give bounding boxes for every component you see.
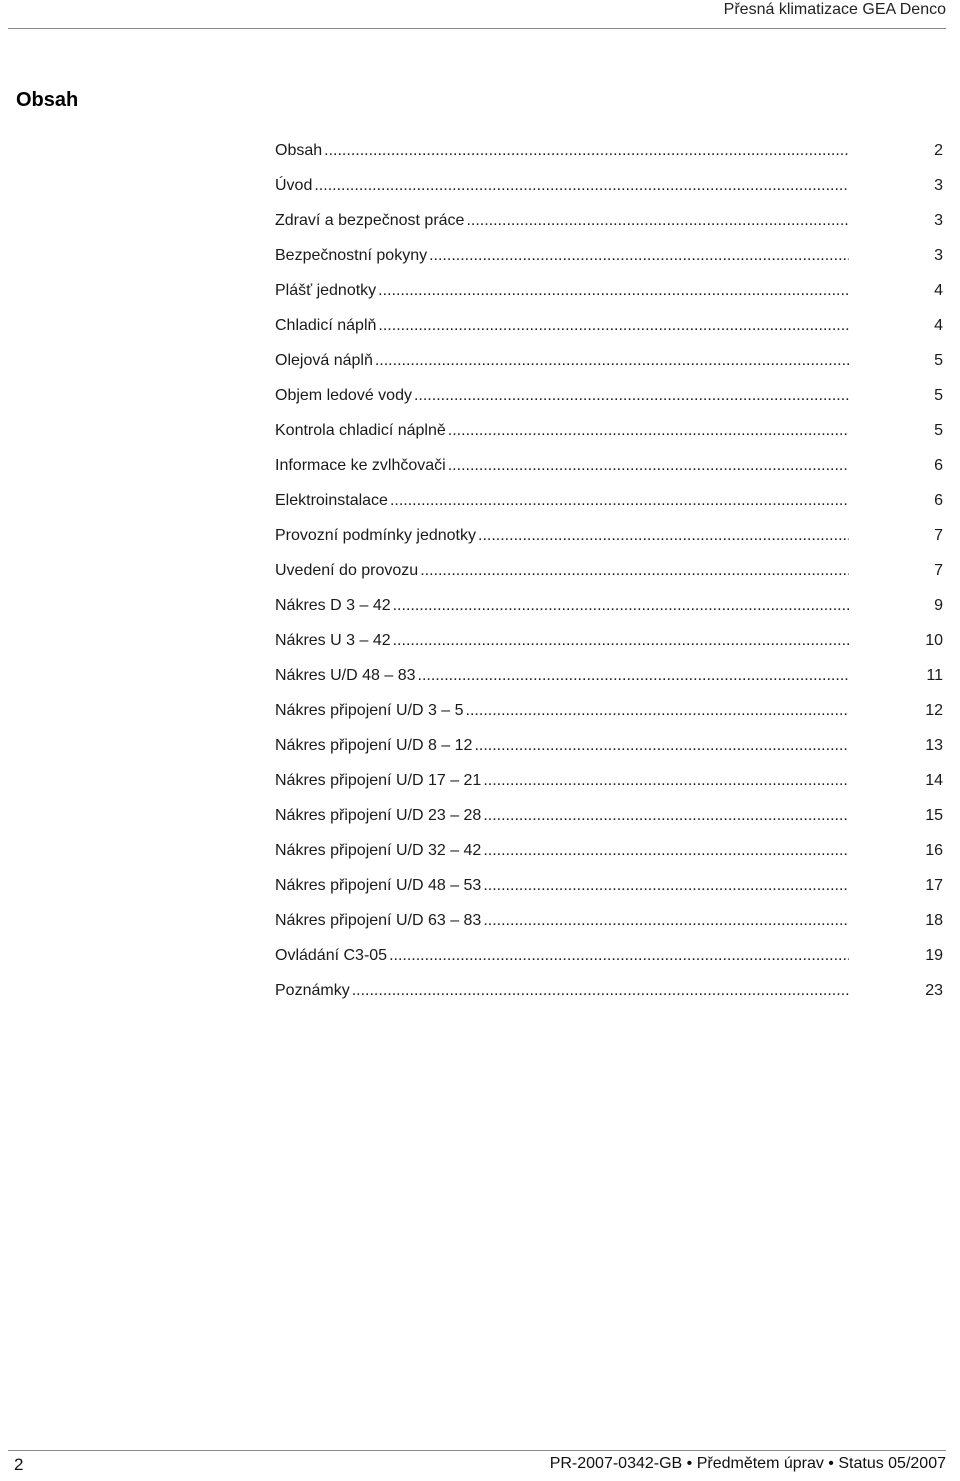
toc-entry-page: 16: [925, 842, 943, 859]
toc-entry-title-group: [275, 241, 849, 271]
toc-entry-title-group: [275, 171, 849, 201]
toc-entry-title-group: [275, 976, 849, 1006]
toc-entry-label: Provozní podmínky jednotky: [275, 527, 476, 544]
toc-entry[interactable]: [275, 696, 943, 731]
toc-entry[interactable]: [275, 171, 943, 206]
toc-entry-title-group: [275, 871, 849, 901]
toc-entry-label: Uvedení do provozu: [275, 562, 419, 579]
toc-entry-title-group: [275, 451, 849, 481]
toc-entry-page: 23: [925, 982, 943, 999]
toc-entry[interactable]: [275, 591, 943, 626]
toc-leader-dots: [414, 381, 849, 411]
toc-entry[interactable]: [275, 661, 943, 696]
toc-leader-dots: [448, 451, 849, 481]
toc-entry-label: Nákres připojení U/D 23 – 28: [275, 807, 482, 824]
toc-leader-dots: [466, 206, 849, 236]
toc-entry[interactable]: [275, 311, 943, 346]
toc-entry[interactable]: [275, 381, 943, 416]
toc-entry-label: Plášť jednotky: [275, 282, 377, 299]
toc-entry-page: 5: [934, 422, 943, 439]
toc-entry-title-group: [275, 696, 849, 726]
toc-entry-label: Kontrola chladicí náplně: [275, 422, 446, 439]
toc-entry-page: 17: [925, 877, 943, 894]
toc-leader-dots: [483, 766, 849, 796]
toc-leader-dots: [474, 731, 849, 761]
toc-entry-page: 2: [934, 142, 943, 159]
toc-entry-title-group: [275, 206, 849, 236]
toc-leader-dots: [389, 941, 849, 971]
page-heading: Obsah: [16, 89, 79, 111]
toc-entry-page: 3: [934, 247, 943, 264]
toc-entry[interactable]: [275, 836, 943, 871]
toc-entry-page: 11: [926, 667, 943, 684]
toc-leader-dots: [393, 591, 849, 621]
toc-leader-dots: [420, 556, 849, 586]
toc-entry-label: Zdraví a bezpečnost práce: [275, 212, 465, 229]
toc-entry-title-group: [275, 941, 849, 971]
toc-entry-label: Nákres připojení U/D 32 – 42: [275, 842, 482, 859]
toc-leader-dots: [418, 661, 849, 691]
toc-entry[interactable]: [275, 556, 943, 591]
toc-entry-page: 9: [934, 597, 943, 614]
toc-entry-title-group: [275, 346, 849, 376]
toc-entry[interactable]: [275, 276, 943, 311]
toc-entry-label: Nákres připojení U/D 48 – 53: [275, 877, 482, 894]
toc-entry-label: Chladicí náplň: [275, 317, 377, 334]
table-of-contents: [275, 136, 943, 1011]
toc-entry-page: 14: [925, 772, 943, 789]
footer-page-number: 2: [14, 1455, 24, 1474]
toc-entry-title-group: [275, 486, 849, 516]
toc-entry-page: 4: [934, 282, 943, 299]
toc-entry-label: Nákres připojení U/D 8 – 12: [275, 737, 473, 754]
page-footer: [8, 1450, 946, 1481]
toc-entry-label: Bezpečnostní pokyny: [275, 247, 428, 264]
toc-entry-label: Nákres U 3 – 42: [275, 632, 391, 649]
toc-entry-page: 15: [925, 807, 943, 824]
toc-entry-title-group: [275, 626, 849, 656]
toc-entry-label: Informace ke zvlhčovači: [275, 457, 446, 474]
toc-entry-title-group: [275, 311, 849, 341]
toc-leader-dots: [375, 346, 849, 376]
toc-entry-label: Nákres U/D 48 – 83: [275, 667, 416, 684]
toc-entry-title-group: [275, 416, 849, 446]
toc-entry-label: Objem ledové vody: [275, 387, 412, 404]
toc-leader-dots: [483, 801, 849, 831]
toc-entry[interactable]: [275, 451, 943, 486]
toc-entry-title-group: [275, 836, 849, 866]
toc-entry-label: Nákres připojení U/D 17 – 21: [275, 772, 482, 789]
toc-leader-dots: [324, 136, 849, 166]
toc-entry-label: Úvod: [275, 177, 313, 194]
page-header: [8, 0, 946, 29]
toc-entry-page: 4: [934, 317, 943, 334]
toc-entry-title-group: [275, 801, 849, 831]
toc-entry-title-group: [275, 731, 849, 761]
toc-entry-page: 12: [925, 702, 943, 719]
toc-entry-title-group: [275, 906, 849, 936]
toc-leader-dots: [483, 836, 849, 866]
toc-leader-dots: [314, 171, 849, 201]
toc-entry[interactable]: [275, 241, 943, 276]
toc-entry[interactable]: [275, 731, 943, 766]
toc-entry-label: Obsah: [275, 142, 323, 159]
toc-leader-dots: [390, 486, 849, 516]
toc-entry-title-group: [275, 661, 849, 691]
toc-entry-title-group: [275, 381, 849, 411]
toc-leader-dots: [393, 626, 849, 656]
toc-entry-page: 18: [925, 912, 943, 929]
toc-entry-page: 5: [934, 387, 943, 404]
toc-entry-title-group: [275, 521, 849, 551]
toc-entry[interactable]: [275, 486, 943, 521]
header-title: Přesná klimatizace GEA Denco: [723, 1, 946, 18]
toc-entry-label: Elektroinstalace: [275, 492, 388, 509]
toc-leader-dots: [448, 416, 849, 446]
toc-entry-page: 10: [925, 632, 943, 649]
toc-entry-title-group: [275, 136, 849, 166]
toc-entry-title-group: [275, 766, 849, 796]
toc-entry-title-group: [275, 276, 849, 306]
toc-leader-dots: [483, 906, 849, 936]
toc-entry[interactable]: [275, 521, 943, 556]
toc-entry-page: 19: [925, 947, 943, 964]
toc-entry-page: 5: [934, 352, 943, 369]
toc-entry-page: 6: [934, 492, 943, 509]
toc-entry-page: 13: [925, 737, 943, 754]
toc-entry-page: 3: [934, 177, 943, 194]
toc-entry-label: Ovládání C3-05: [275, 947, 388, 964]
toc-entry-label: Olejová náplň: [275, 352, 373, 369]
toc-entry[interactable]: [275, 801, 943, 836]
toc-entry[interactable]: [275, 941, 943, 976]
toc-entry-label: Nákres D 3 – 42: [275, 597, 391, 614]
toc-entry-page: 7: [934, 527, 943, 544]
toc-entry-title-group: [275, 591, 849, 621]
toc-entry[interactable]: [275, 416, 943, 451]
toc-entry[interactable]: [275, 136, 943, 171]
footer-document-ref: PR-2007-0342-GB • Předmětem úprav • Status 05/2007: [549, 1455, 946, 1472]
toc-leader-dots: [478, 521, 849, 551]
toc-entry[interactable]: [275, 871, 943, 906]
toc-leader-dots: [483, 871, 849, 901]
toc-leader-dots: [378, 311, 849, 341]
toc-leader-dots: [378, 276, 849, 306]
toc-leader-dots: [429, 241, 849, 271]
toc-entry[interactable]: [275, 906, 943, 941]
toc-entry[interactable]: [275, 766, 943, 801]
toc-entry-label: Nákres připojení U/D 63 – 83: [275, 912, 482, 929]
toc-leader-dots: [466, 696, 849, 726]
toc-entry[interactable]: [275, 346, 943, 381]
toc-entry[interactable]: [275, 626, 943, 661]
toc-leader-dots: [352, 976, 849, 1006]
toc-entry-label: Nákres připojení U/D 3 – 5: [275, 702, 464, 719]
toc-entry[interactable]: [275, 976, 943, 1011]
toc-entry[interactable]: [275, 206, 943, 241]
toc-entry-page: 7: [934, 562, 943, 579]
toc-entry-page: 6: [934, 457, 943, 474]
toc-entry-title-group: [275, 556, 849, 586]
toc-entry-page: 3: [934, 212, 943, 229]
toc-entry-label: Poznámky: [275, 982, 350, 999]
